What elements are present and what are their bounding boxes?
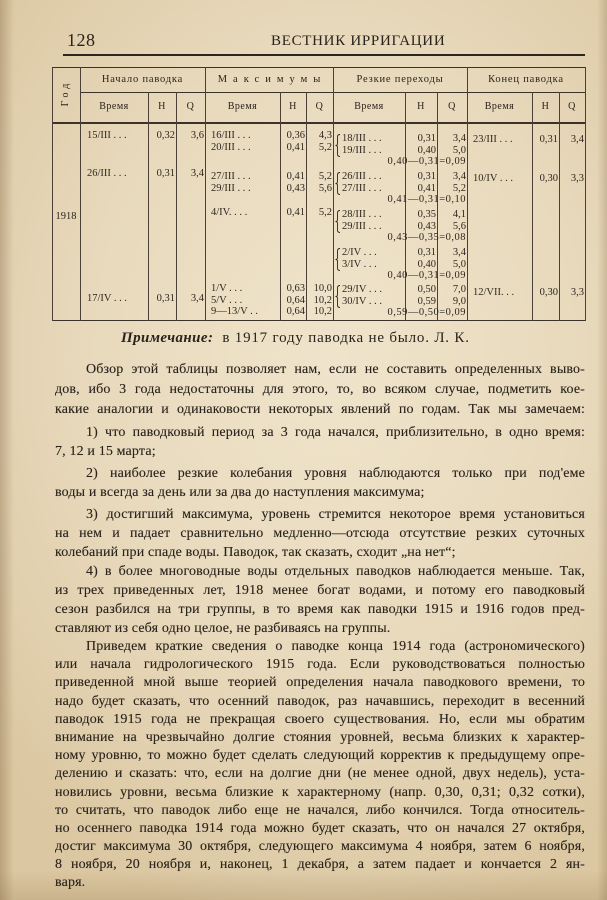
table-cell-time: 27/III . . . [211, 171, 251, 182]
table-cell-h: 0,64 [286, 306, 305, 317]
journal-title: ВЕСТНИК ИРРИГАЦИИ [271, 33, 446, 49]
text-line: внимание на чрезвычайно долгие стояния уровней, весьма близких к характер- [55, 729, 585, 745]
table-cell-q: 3,4 [570, 134, 584, 145]
table-cell-time: 29/III . . . [211, 182, 251, 194]
table-cell-q: 3,4 [452, 133, 466, 144]
table-cell-time: 3/IV . . . [342, 258, 377, 270]
year-column-header: Год [60, 79, 71, 107]
text-line: воды и всегда за день или за два до наступления максимума; [55, 484, 425, 500]
table-cell-time: 12/VII. . . [473, 287, 515, 298]
col-header-time: Время [227, 101, 258, 112]
table-cell-q: 3,4 [190, 168, 204, 179]
table-cell-q: 10,0 [313, 283, 332, 294]
table-cell-time: 29/IV . . . [342, 284, 383, 295]
table-cell-h: 0,40 [417, 258, 436, 270]
paragraph [55, 562, 585, 638]
brace-mark [335, 210, 341, 233]
sharp-change-difference: 0,41—0,31=0,10 [387, 194, 466, 205]
table-cell-h: 0,36 [286, 130, 305, 141]
text-line: ставляют из себя одно целое, не разбиваясь на группы. [55, 621, 391, 636]
col-header-h: H [417, 101, 425, 112]
table-subcol-divider [176, 92, 177, 321]
text-line: варя. [55, 875, 86, 891]
table-cell-q: 5,2 [318, 207, 332, 218]
table-cell-time: 30/IV . . . [342, 295, 383, 307]
group-header-start: Начало паводка [101, 74, 184, 85]
table-cell-q: 9,0 [452, 295, 466, 307]
text-line: то считать, что паводок либо еще не начался, либо кончился. Тогда относитель- [55, 802, 585, 818]
table-cell-time: 28/III . . . [342, 209, 382, 220]
text-line: делению и сказать: что, если на долгие дни (не менее одной, двух недель), уста- [55, 766, 585, 782]
table-cell-time: 27/III . . . [342, 182, 382, 194]
text-line: надо будет сказать, что осенний паводок, раз начавшись, переходит в весенний [55, 693, 585, 709]
table-cell-q: 5,6 [452, 220, 466, 232]
text-line: 4) в более многоводные воды отдельных паводков наблюдается меньше. Так, [86, 564, 585, 579]
paragraph [55, 424, 585, 461]
paragraph [55, 360, 585, 420]
table-cell-q: 5,0 [452, 258, 466, 270]
note-text: в 1917 году паводка не было. Л. К. [222, 330, 470, 346]
table-cell-time: 9—13/V . . [211, 306, 259, 317]
table-cell-q: 5,2 [452, 182, 466, 194]
table-border-right [585, 67, 586, 321]
paragraph [55, 505, 585, 562]
table-cell-q: 5,0 [452, 144, 466, 156]
table-cell-time: 5/V . . . [211, 294, 243, 306]
note-label: Примечание: [121, 330, 214, 346]
table-note [121, 328, 470, 348]
text-line: 8 ноября, 20 ноября и, наконец, 1 декабря, а затем падает и кончается 2 ян- [55, 857, 585, 873]
table-cell-h: 0,31 [539, 134, 558, 145]
text-line: паводок 1915 года не прекращая своего существования. Но, если мы обратим [55, 711, 585, 727]
page-number: 128 [67, 30, 96, 50]
group-header-end: Конец паводка [488, 74, 564, 85]
table-cell-h: 0,64 [286, 294, 305, 306]
sharp-change-difference: 0,59—0,50=0,09 [387, 307, 466, 318]
text-line: но осеннего паводка 1914 года можно будет сказать, что он начался 27 октября, [55, 820, 585, 836]
text-line: какие аналогии и одинаковости некоторых явлений по годам. Так мы замечаем: [55, 402, 585, 417]
text-line: на нем и падает сравнительно медленно—отсюда отсутствие резких суточных [55, 526, 585, 541]
table-cell-time: 18/III . . . [342, 133, 382, 144]
text-line: колебаний при спаде воды. Паводок, так сказать, сходит „на нет“; [55, 545, 456, 560]
table-cell-time: 19/III . . . [342, 144, 382, 156]
text-line: дов, ибо 3 года недостаточны для этого, то, во всяком случае, подметить кое- [55, 382, 585, 397]
text-line: из трех приведенных лет, 1918 менее богат водами, и потому его паводковый [55, 583, 585, 598]
table-cell-time: 26/III . . . [87, 168, 127, 179]
col-header-q: Q [315, 101, 324, 112]
paragraph [55, 465, 585, 502]
col-header-time: Время [354, 101, 384, 112]
table-cell-time: 4/IV. . . . [211, 207, 248, 218]
text-line: 1) что паводковый период за 3 года начался, приблизительно, в одно время: [86, 425, 585, 440]
table-cell-h: 0,30 [539, 287, 558, 298]
col-header-q: Q [448, 101, 456, 112]
table-cell-h: 0,50 [417, 284, 436, 295]
sharp-change-difference: 0,43—0,35=0,08 [387, 232, 466, 243]
sharp-change-difference: 0,40—0,31=0,09 [387, 156, 466, 167]
table-cell-q: 3,4 [452, 247, 466, 258]
table-cell-q: 4,3 [318, 130, 332, 141]
text-line: достиг максимума 30 октября, следующего максимума 4 ноября, затем 6 ноября, [55, 839, 585, 855]
paragraph [55, 638, 585, 893]
brace-mark [335, 134, 341, 157]
col-header-q: Q [186, 101, 195, 112]
sharp-change-difference: 0,40—0,31=0,09 [387, 270, 466, 281]
table-cell-h: 0,59 [417, 295, 436, 307]
table-cell-h: 0,63 [286, 283, 305, 294]
text-line: сезон разбился на три группы, в то время как паводки 1915 и 1916 годов пред- [55, 602, 585, 617]
table-cell-time: 17/IV . . . [87, 293, 128, 304]
text-line: приведенной мной выше теорией определения начала паводкового времени, то [55, 675, 585, 691]
text-line: новились уровни, весьма близкие к характерному (напр. 0,30, 0,31; 0,32 сотки), [55, 784, 585, 800]
year-cell: 1918 [55, 211, 77, 222]
table-cell-q: 5,6 [318, 182, 332, 194]
text-line: 7, 12 и 15 марта; [55, 443, 156, 459]
table-cell-q: 4,1 [452, 209, 466, 220]
table-cell-q: 5,2 [318, 171, 332, 182]
text-line: 3) достигший максимума, уровень стремится некоторое время установиться [86, 507, 585, 522]
table-cell-h: 0,32 [156, 130, 175, 141]
table-cell-h: 0,31 [417, 171, 436, 182]
table-cell-time: 15/III . . . [87, 130, 127, 141]
table-cell-h: 0,31 [156, 168, 175, 179]
table-cell-h: 0,31 [417, 133, 436, 144]
table-cell-q: 10,2 [313, 306, 332, 317]
table-cell-h: 0,35 [417, 209, 436, 220]
table-cell-h: 0,41 [286, 171, 305, 182]
table-cell-h: 0,31 [417, 247, 436, 258]
table-cell-time: 23/III . . . [473, 134, 513, 145]
text-line: Приведем краткие сведения о паводке конца 1914 года (астрономического) [86, 639, 585, 654]
text-line: или начала гидрологического 1915 года. Если руководствоваться полностью [55, 657, 585, 673]
brace-mark [335, 285, 341, 308]
table-rule-header [52, 122, 586, 124]
table-cell-time: 2/IV . . . [342, 247, 377, 258]
table-cell-h: 0,41 [417, 182, 436, 194]
brace-mark [335, 248, 341, 271]
group-header-max: Максимумы [217, 74, 327, 85]
brace-mark [335, 172, 341, 195]
table-cell-q: 7,0 [452, 284, 466, 295]
table-cell-q: 3,4 [190, 293, 204, 304]
table-cell-time: 10/IV . . . [473, 173, 514, 184]
table-cell-time: 29/III . . . [342, 220, 382, 232]
table-cell-q: 3,6 [190, 130, 204, 141]
group-header-sharp: Резкие переходы [356, 74, 444, 85]
table-border-top [52, 67, 586, 68]
col-header-h: H [158, 101, 166, 112]
table-cell-h: 0,40 [417, 144, 436, 156]
table-cell-time: 16/III . . . [211, 130, 251, 141]
table-cell-q: 3,4 [452, 171, 466, 182]
table-cell-h: 0,41 [286, 141, 305, 153]
table-cell-h: 0,31 [156, 293, 175, 304]
col-header-h: H [541, 101, 550, 112]
table-cell-time: 26/III . . . [342, 171, 382, 182]
table-cell-time: 20/III . . . [211, 141, 251, 153]
header-rule [63, 54, 585, 56]
text-line: ному уровню, то можно будет сделать следующий корректив к предыдущему опре- [55, 748, 585, 764]
text-line: Обзор этой таблицы позволяет нам, если не составить определенных выво- [86, 362, 585, 377]
text-line: 2) наиболее резкие колебания уровня наблюдаются только при под'еме [86, 466, 585, 481]
table-cell-q: 3,3 [570, 287, 584, 298]
table-cell-q: 10,2 [313, 294, 332, 306]
table-cell-h: 0,30 [539, 173, 558, 184]
col-header-time: Время [484, 101, 515, 112]
table-cell-q: 3,3 [570, 173, 584, 184]
table-cell-h: 0,43 [286, 182, 305, 194]
table-cell-h: 0,43 [417, 220, 436, 232]
col-header-h: H [289, 101, 297, 112]
table-cell-q: 5,2 [318, 141, 332, 153]
table-cell-h: 0,41 [286, 207, 305, 218]
table-border-bottom [52, 320, 586, 321]
col-header-time: Время [99, 101, 129, 112]
col-header-q: Q [568, 101, 576, 112]
table-subcol-divider [148, 92, 149, 321]
table-cell-time: 1/V . . . [211, 283, 243, 294]
